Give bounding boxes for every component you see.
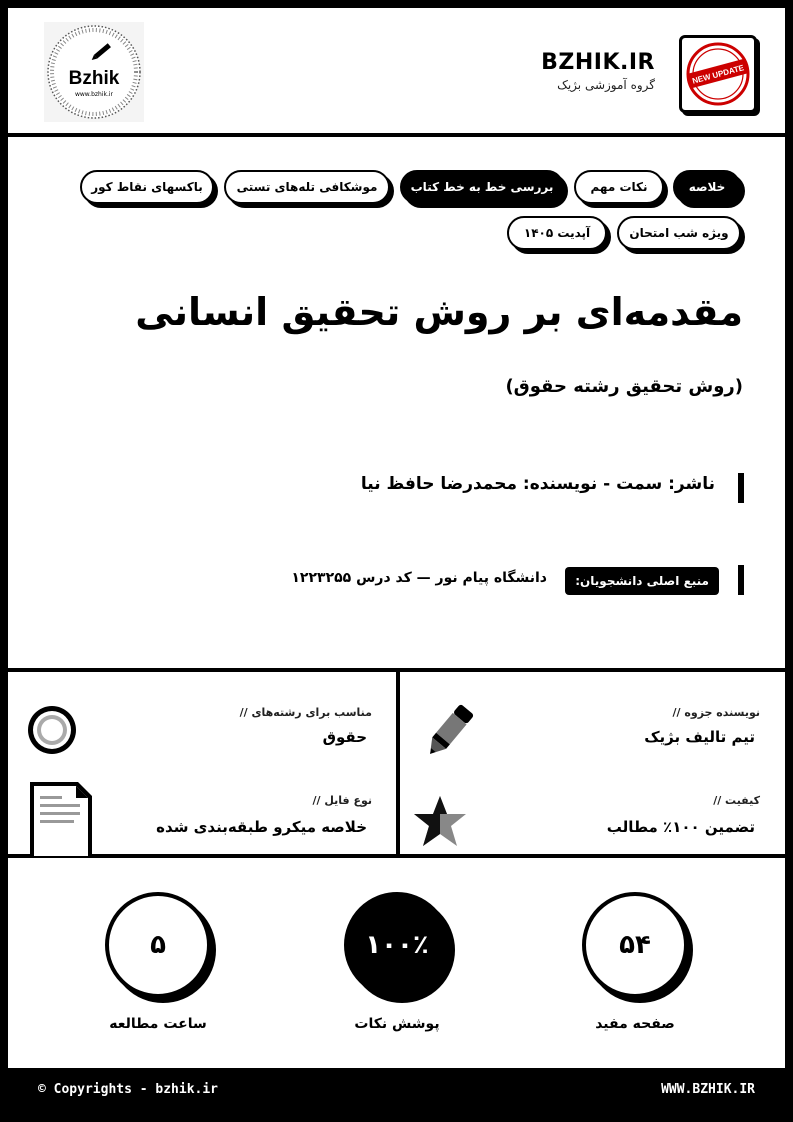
copyright-text: © Copyrights - bzhik.ir [38,1082,219,1097]
coverage-value: ۱۰۰٪ [344,892,450,998]
quality-label: کیفیت // [713,794,760,807]
tag-exam-night[interactable]: ویژه شب امتحان [617,216,741,250]
author-value: تیم تالیف بژیک [644,728,755,746]
footer [8,1068,785,1114]
fields-label: مناسب برای رشته‌های // [239,706,372,719]
source-text: دانشگاه پیام نور — کد درس ۱۲۲۳۲۵۵ [291,570,547,586]
star-icon [412,794,468,848]
website-link[interactable]: WWW.BZHIK.IR [661,1082,755,1097]
page [8,8,785,1114]
svg-text:Bzhik: Bzhik [68,68,120,89]
study-hours-value: ۵ [105,892,211,998]
info-grid [8,668,785,858]
filetype-value: خلاصه میکرو طبقه‌بندی شده [156,818,367,836]
source-badge: منبع اصلی دانشجویان: [565,567,719,595]
author-label: نویسنده جزوه // [672,706,760,719]
coverage-label: پوشش نکات [354,1016,440,1032]
page-title: مقدمه‌ای بر روش تحقیق انسانی [135,290,743,334]
publisher-bar [738,473,744,503]
study-hours-label: ساعت مطالعه [109,1016,207,1032]
new-update-stamp [679,35,757,113]
document-icon [26,778,96,858]
pencil-icon [418,700,478,762]
bzhik-logo [44,22,144,122]
tag-test-traps[interactable]: موشکافی تله‌های تستی [224,170,390,204]
tag-summary[interactable]: خلاصه [673,170,741,204]
page-subtitle: (روش تحقیق رشته حقوق) [505,376,743,397]
target-icon [26,704,78,756]
brand-title: BZHIK.IR [541,50,655,75]
brand-subtitle: گروه آموزشی بژیک [557,78,655,92]
tag-update-1405[interactable]: آپدیت ۱۴۰۵ [507,216,607,250]
source-bar [738,565,744,595]
useful-pages-value: ۵۴ [582,892,688,998]
svg-text:NEW UPDATE: NEW UPDATE [691,63,745,86]
useful-pages-label: صفحه مفید [595,1016,675,1032]
quality-value: تضمین ۱۰۰٪ مطالب [606,818,755,836]
filetype-label: نوع فایل // [312,794,372,807]
new-update-stamp-icon [682,38,754,110]
brand [541,50,655,92]
tag-line-by-line[interactable]: بررسی خط به خط کتاب [400,170,564,204]
publisher-line: ناشر: سمت - نویسنده: محمدرضا حافظ نیا [360,474,715,494]
grid-divider [396,672,400,854]
fields-value: حقوق [322,728,367,746]
header [8,8,785,137]
tag-key-points[interactable]: نکات مهم [574,170,664,204]
svg-text:www.bzhik.ir: www.bzhik.ir [74,91,114,98]
tag-blind-spots[interactable]: باکسهای نقاط کور [80,170,214,204]
